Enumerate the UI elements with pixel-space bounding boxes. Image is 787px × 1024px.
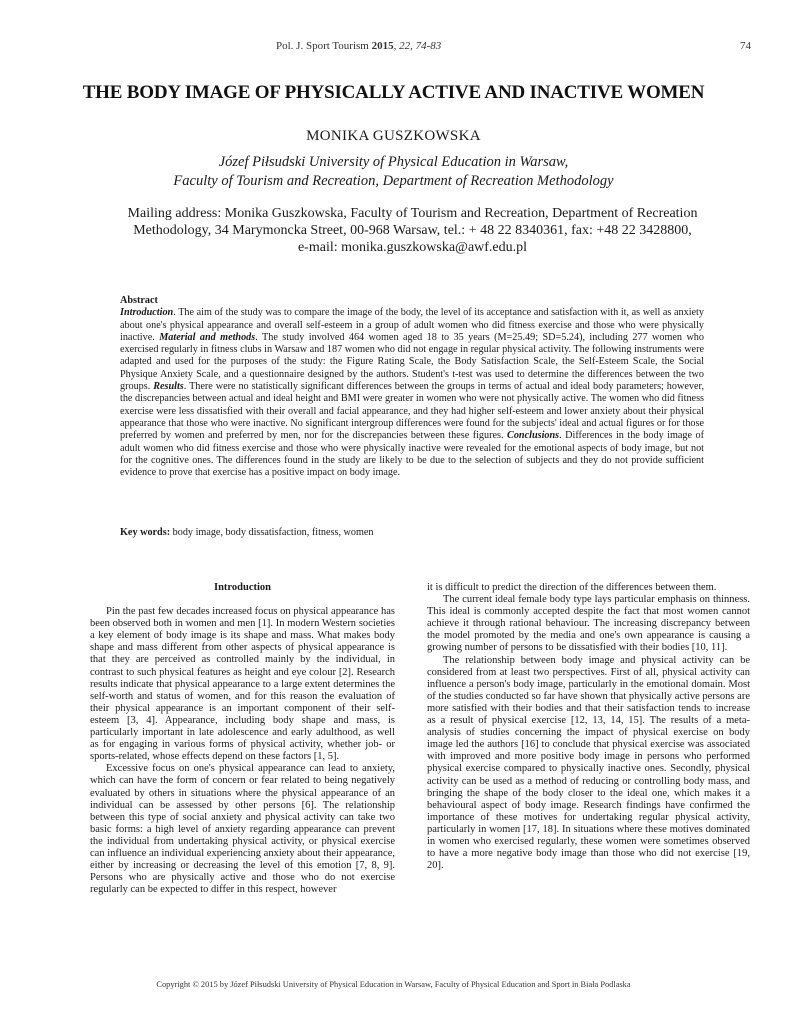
affiliation-line-2: Faculty of Tourism and Recreation, Department of Recreation Methodology bbox=[173, 173, 614, 189]
affiliation bbox=[0, 153, 787, 191]
journal-citation: Pol. J. Sport Tourism 2015, 22, 74-83 bbox=[276, 40, 442, 52]
abstract-conclusions-text: . Differences in the body image of adult women who did fitness exercise and those who were physically inactive were revealed for the emotional aspects of body image, but not for the cognitive ones. The differences found in the study are likely to be due to the selection of subjects and they do not provide sufficient evidence to prove that exercise has a positive impact on body image. bbox=[120, 430, 705, 479]
abstract-methods-text: . The study involved 464 women aged 18 to 35 years (M=25.49; SD=5.24), including 277 women who exercised regularly in fitness clubs in Warsaw and 187 women who did not engage in regular physical activity. The following instruments were adapted and used for the purposes of the study: the Figure Rating Scale, the Body Satisfaction Scale, the Self-Esteem Scale, the Social Physique Anxiety Scale, and a questionnaire designed by the authors. Student's t-test was used to determine the differences between the two groups. bbox=[120, 331, 704, 393]
journal-volume-pages: 22, 74-83 bbox=[399, 40, 442, 52]
section-heading-introduction: Introduction bbox=[214, 582, 271, 593]
keywords bbox=[120, 527, 704, 538]
abstract-intro-label: Introduction bbox=[120, 307, 174, 319]
body-column-right bbox=[427, 582, 750, 872]
address-line-1: Mailing address: Monika Guszkowska, Faculty of Tourism and Recreation, Department of Recreation bbox=[127, 206, 698, 221]
abstract-heading: Abstract bbox=[120, 295, 158, 306]
paragraph: The relationship between body image and physical activity can be considered from at least two perspectives. First of all, physical activity can influence a person's body image, particularly in the emotional domain. Most of the studies conducted so far have shown that physically active persons are more satisfied with their bodies and that their satisfaction tends to increase as a result of physical exercise [12, 13, 14, 15]. The results of a meta-analysis of studies concerning the impact of physical exercise on body image led the authors [16] to conclude that physical exercise was associated with improved and more positive body image in persons who performed physical exercise compared to physically inactive ones. Secondly, physical activity can be used as a method of reducing or controlling body mass, and bringing the shape of the body closer to the ideal one, which makes it a behavioural aspect of body image. Research findings have confirmed the importance of these motives for undertaking regular physical activity, particularly in women [17, 18]. In situations where these motives dominated in women who exercised regularly, these women were sometimes observed to have a more negative body image than those who did not exercise [19, 20]. bbox=[427, 654, 750, 872]
abstract-intro-text: . The aim of the study was to compare the image of the body, the level of its acceptance and satisfaction with it, as well as anxiety about one's physical appearance and overall self-esteem in a group of adult women who did fitness exercise and those who were physically inactive. bbox=[120, 307, 704, 343]
author-name: MONIKA GUSZKOWSKA bbox=[306, 128, 481, 144]
keywords-label: Key words: bbox=[120, 527, 171, 538]
address-line-3: e-mail: monika.guszkowska@awf.edu.pl bbox=[297, 240, 528, 255]
body-column-left bbox=[90, 582, 395, 896]
abstract-results-label: Results bbox=[153, 381, 184, 393]
abstract-conclusions-label: Conclusions bbox=[507, 430, 560, 442]
mailing-address bbox=[100, 205, 725, 256]
abstract-results-text: . There were no statistically significant differences between the groups in terms of actual and ideal body parameters; however, the discrepancies between actual and ideal height and BMI were greater in women who were not physically active. The women who did fitness exercise were less dissatisfied with their overall and facial appearance, and they had higher self-esteem and lower anxiety about their physical appearance that those who were inactive. No significant intergroup differences were found for the subjects' ideal and actual figures or for those preferred by women and preferred by men, nor for the discrepancies between these figures. bbox=[120, 381, 704, 442]
address-line-2: Methodology, 34 Marymoncka Street, 00-968 Warsaw, tel.: + 48 22 8340361, fax: +48 22 3428800, bbox=[133, 223, 692, 238]
affiliation-line-1: Józef Piłsudski University of Physical Education in Warsaw, bbox=[218, 154, 569, 170]
paper-title: THE BODY IMAGE OF PHYSICALLY ACTIVE AND INACTIVE WOMEN bbox=[82, 82, 705, 103]
journal-name: Pol. J. Sport Tourism bbox=[276, 40, 369, 52]
page-number: 74 bbox=[740, 40, 751, 52]
paragraph-continuation: it is difficult to predict the direction of the differences between them. bbox=[427, 582, 717, 593]
journal-year: 2015 bbox=[371, 40, 394, 52]
paragraph: Excessive focus on one's physical appearance can lead to anxiety, which can have the form of concern or fear related to being negatively evaluated by others in situations where the physical appearance of an individual can be assessed by other persons [6]. The relationship between this type of social anxiety and physical activity can take two basic forms: a high level of anxiety regarding appearance can prevent the individual from undertaking physical activity, or physical exercise can influence an individual experiencing anxiety about their appearance, either by increasing or decreasing the level of this emotion [7, 8, 9]. Persons who are physically active and those who do not exercise regularly can be expected to differ in this respect, however bbox=[90, 763, 395, 896]
paragraph: Pin the past few decades increased focus on physical appearance has been observed both in women and men [1]. In modern Western societies a key element of body image is its shape and mass. What makes body shape and mass different from other aspects of physical appearance is that they are perceived as controlled mainly by the individual, in contrast to such physical features as height and eye colour [2]. Research results indicate that physical appearance to a large extent determines the self-worth and status of women, and for this reason the evaluation of their physical appearance is an important component of their self-esteem [3, 4]. Appearance, including body shape and mass, is particularly important in late adolescence and early adulthood, as well as for engaging in various forms of physical activity, whether job- or sports-related, whose effects depend on these factors [1, 5]. bbox=[90, 606, 395, 763]
copyright-footer: Copyright © 2015 by Józef Piłsudski University of Physical Education in Warsaw, Faculty of Physical Education and Sport in Biała Podlaska bbox=[156, 980, 631, 989]
abstract bbox=[120, 295, 704, 479]
abstract-methods-label: Material and methods bbox=[159, 331, 256, 343]
paragraph: The current ideal female body type lays particular emphasis on thinness. This ideal is commonly accepted despite the fact that most women cannot achieve it through rational behaviour. The increasing discrepancy between the model promoted by the media and one's own appearance is causing a growing number of persons to be dissatisfied with their bodies [10, 11]. bbox=[427, 594, 750, 654]
keywords-text: body image, body dissatisfaction, fitness, women bbox=[170, 527, 374, 538]
